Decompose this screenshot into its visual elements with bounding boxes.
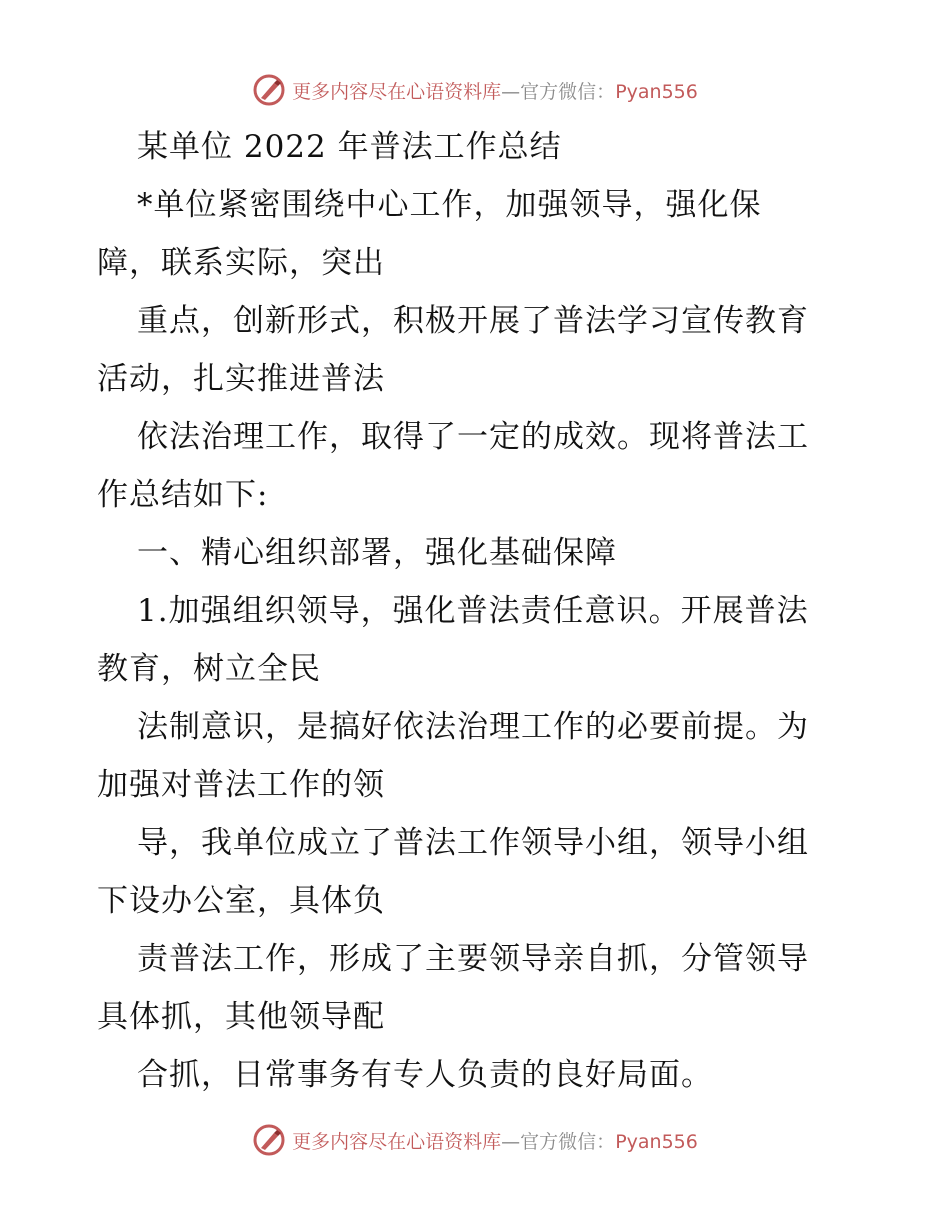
text-line: 下设办公室，具体负 [97,883,385,919]
footer-watermark [0,1120,950,1160]
text-line: 责普法工作，形成了主要领导亲自抓，分管领导 [137,941,809,977]
text-line: 合抓，日常事务有专人负责的良好局面。 [137,1057,713,1093]
header-watermark [0,70,950,110]
text-line: 加强对普法工作的领 [97,767,385,803]
text-line: 重点，创新形式，积极开展了普法学习宣传教育 [137,303,809,339]
pen-logo-icon [252,73,286,107]
watermark-text: 更多内容尽在心语资料库—官方微信：Pyan556 [292,80,698,103]
text-line: *单位紧密围绕中心工作，加强领导，强化保 [137,187,762,223]
document-title: 某单位 2022 年普法工作总结 [137,129,562,165]
pen-logo-icon [252,1123,286,1157]
watermark-text: 更多内容尽在心语资料库—官方微信：Pyan556 [292,1130,698,1153]
text-line: 具体抓，其他领导配 [97,999,385,1035]
text-line: 活动，扎实推进普法 [97,361,385,397]
text-line: 教育，树立全民 [97,651,321,687]
text-line: 导，我单位成立了普法工作领导小组，领导小组 [137,825,809,861]
text-line: 依法治理工作，取得了一定的成效。现将普法工 [137,419,809,455]
document-body [97,118,857,1104]
text-line: 1.加强组织领导，强化普法责任意识。开展普法 [137,593,809,629]
text-line: 障，联系实际，突出 [97,245,385,281]
text-line: 法制意识，是搞好依法治理工作的必要前提。为 [137,709,809,745]
text-line: 作总结如下: [97,477,269,513]
section-heading: 一、精心组织部署，强化基础保障 [137,535,617,571]
